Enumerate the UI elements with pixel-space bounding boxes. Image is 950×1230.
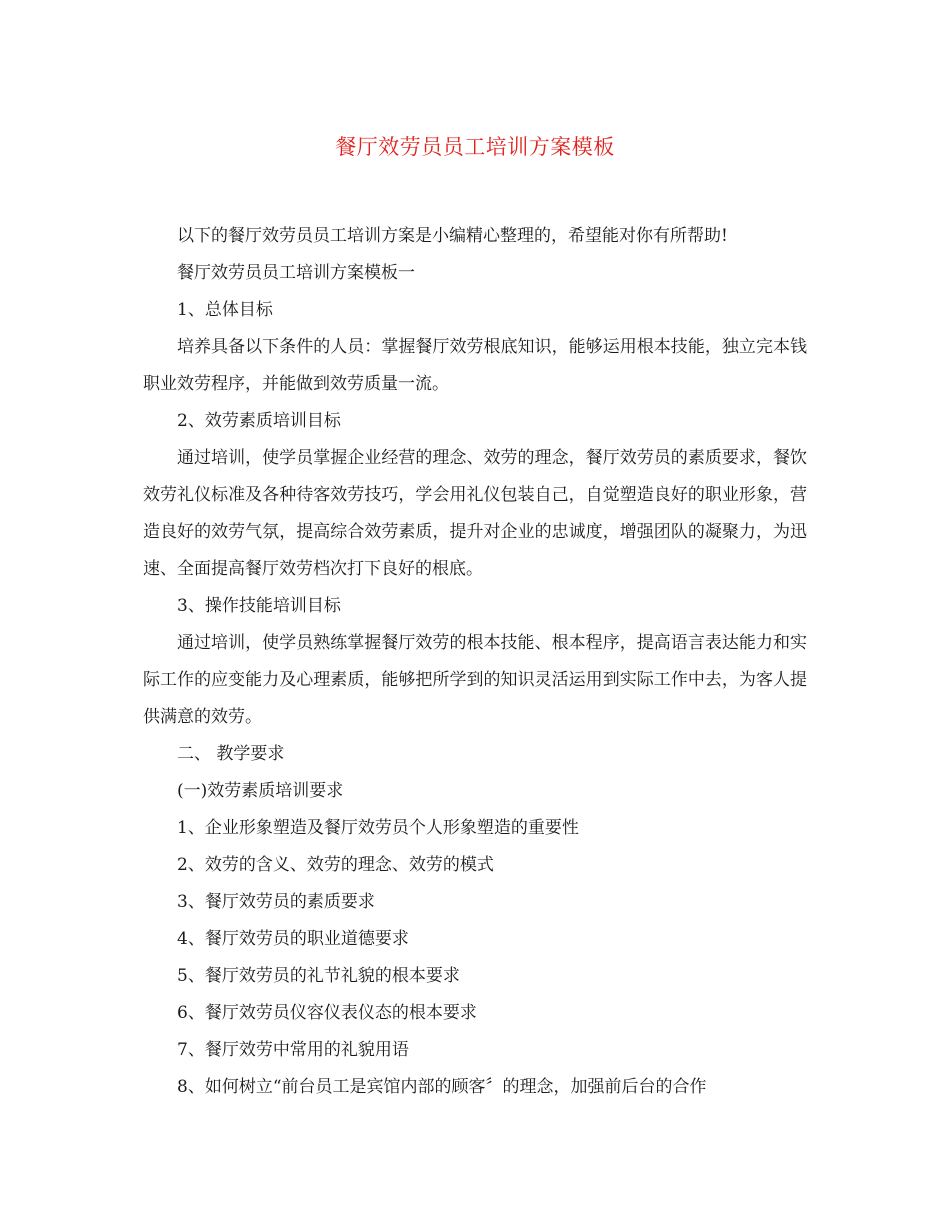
list-item: 8、如何树立“前台员工是宾馆内部的顾客〞的理念，加强前后台的合作 [177,1077,707,1097]
list-item: 2、效劳的含义、效劳的理念、效劳的模式 [177,855,494,875]
heading-operation-skill-goal: 3、操作技能培训目标 [177,596,341,616]
list-item: 6、餐厅效劳员仪容仪表仪态的根本要求 [177,1003,477,1023]
paragraph-overall-goal: 培养具备以下条件的人员：掌握餐厅效劳根底知识，能够运用根本技能，独立完本钱职业效劳程序，并能做到效劳质量一流。 [143,337,807,394]
list-item: 3、餐厅效劳员的素质要求 [177,892,375,912]
list-item: 5、餐厅效劳员的礼节礼貌的根本要求 [177,966,460,986]
heading-service-quality-requirements: (一)效劳素质培训要求 [177,781,344,801]
heading-overall-goal: 1、总体目标 [177,300,273,320]
paragraph-operation-skill-goal: 通过培训，使学员熟练掌握餐厅效劳的根本技能、根本程序，提高语言表达能力和实际工作的应变能力及心理素质，能够把所学到的知识灵活运用到实际工作中去，为客人提供满意的效劳。 [143,633,807,727]
intro-paragraph: 以下的餐厅效劳员员工培训方案是小编精心整理的，希望能对你有所帮助! [177,226,728,246]
document-title: 餐厅效劳员员工培训方案模板 [335,135,615,159]
paragraph-service-quality-goal: 通过培训，使学员掌握企业经营的理念、效劳的理念，餐厅效劳员的素质要求，餐饮效劳礼仪标准及各种待客效劳技巧，学会用礼仪包装自己，自觉塑造良好的职业形象，营造良好的效劳气氛，提高综合效劳素质，提升对企业的忠诚度，增强团队的凝聚力，为迅速、全面提高餐厅效劳档次打下良好的根底。 [143,448,807,579]
heading-teaching-requirements: 二、 教学要求 [177,744,285,764]
document-body [143,218,807,1106]
list-item: 4、餐厅效劳员的职业道德要求 [177,929,409,949]
heading-service-quality-goal: 2、效劳素质培训目标 [177,411,341,431]
list-item: 1、企业形象塑造及餐厅效劳员个人形象塑造的重要性 [177,818,579,838]
list-item: 7、餐厅效劳中常用的礼貌用语 [177,1040,409,1060]
section-heading-template-one: 餐厅效劳员员工培训方案模板一 [177,263,415,283]
